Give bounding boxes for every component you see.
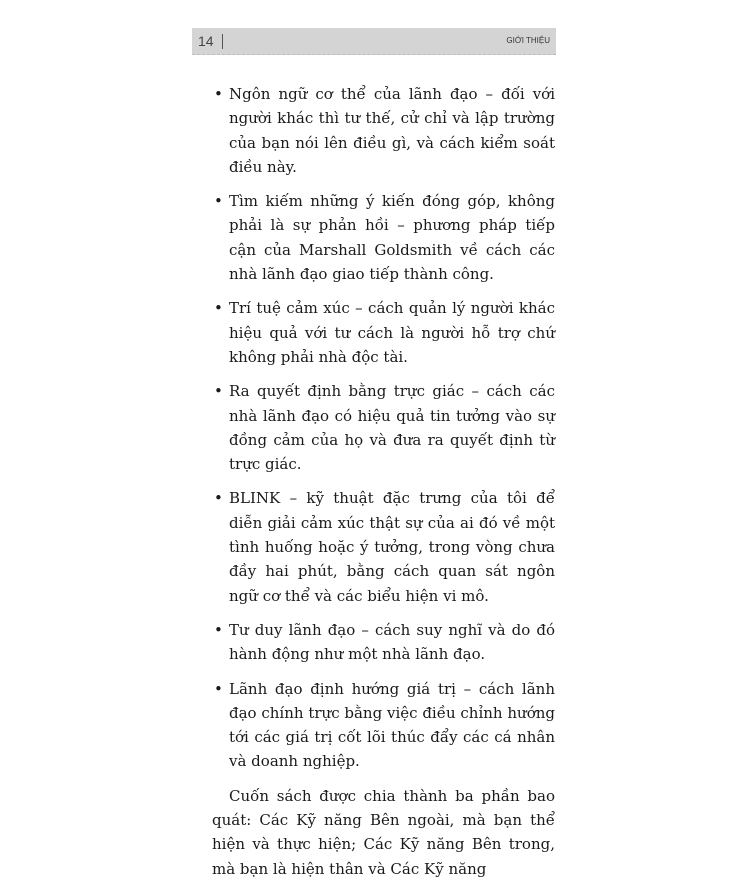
list-item-text: Tư duy lãnh đạo – cách suy nghĩ và do đó hành động như một nhà lãnh đạo. xyxy=(229,620,555,664)
section-title: GIỚI THIỆU xyxy=(506,36,550,45)
body-paragraph: Cuốn sách được chia thành ba phần bao quát: Các Kỹ năng Bên ngoài, mà bạn thể hiện và thực hiện; Các Kỹ năng Bên trong, mà bạn là hiện thân và Các Kỹ năng xyxy=(212,786,555,878)
list-item-text: Tìm kiếm những ý kiến đóng góp, không phải là sự phản hồi – phương pháp tiếp cận của Marshall Goldsmith về cách các nhà lãnh đạo giao tiếp thành công. xyxy=(229,192,555,284)
header-divider xyxy=(222,34,223,49)
list-item xyxy=(212,677,555,774)
list-item xyxy=(212,618,555,667)
list-item xyxy=(212,82,555,179)
bullet-icon: • xyxy=(214,299,223,318)
bullet-icon: • xyxy=(214,679,223,698)
list-item xyxy=(212,379,555,476)
bullet-icon: • xyxy=(214,489,223,508)
list-item-text: Lãnh đạo định hướng giá trị – cách lãnh đạo chính trực bằng việc điều chỉnh hướng tới các giá trị cốt lõi thúc đẩy các cá nhân và doanh nghiệp. xyxy=(229,679,555,771)
bullet-icon: • xyxy=(214,192,223,211)
running-header xyxy=(192,28,556,55)
bullet-icon: • xyxy=(214,382,223,401)
list-item-text: BLINK – kỹ thuật đặc trưng của tôi để diễn giải cảm xúc thật sự của ai đó về một tình huống hoặc ý tưởng, trong vòng chưa đầy hai phút, bằng cách quan sát ngôn ngữ cơ thể và các biểu hiện vi mô. xyxy=(229,489,555,605)
list-item xyxy=(212,486,555,607)
bullet-icon: • xyxy=(214,85,223,103)
list-item-text: Ra quyết định bằng trực giác – cách các nhà lãnh đạo có hiệu quả tin tưởng vào sự đồng cảm của họ và đưa ra quyết định từ trực giác. xyxy=(229,382,555,474)
list-item xyxy=(212,189,555,286)
list-item-text: Trí tuệ cảm xúc – cách quản lý người khác hiệu quả với tư cách là người hỗ trợ chứ không phải nhà độc tài. xyxy=(229,299,555,366)
page-number: 14 xyxy=(198,33,214,49)
page-body xyxy=(212,82,555,881)
list-item xyxy=(212,296,555,369)
list-item-text: Ngôn ngữ cơ thể của lãnh đạo – đối với người khác thì tư thế, cử chỉ và lập trường của bạn nói lên điều gì, và cách kiểm soát điều này. xyxy=(229,85,555,176)
bullet-list xyxy=(212,82,555,774)
bullet-icon: • xyxy=(214,620,223,639)
